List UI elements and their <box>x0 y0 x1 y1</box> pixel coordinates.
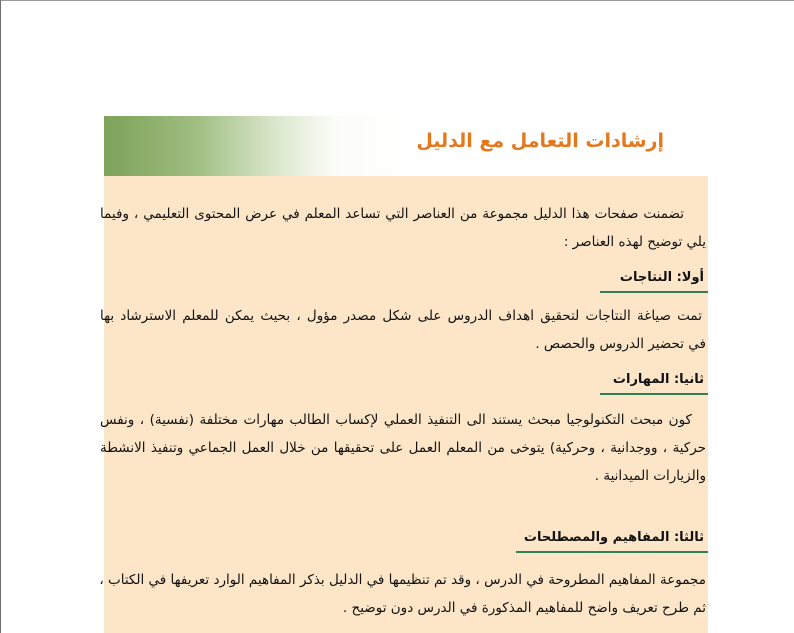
page-left-border <box>0 0 1 633</box>
outcomes-paragraph <box>100 302 706 358</box>
intro-paragraph <box>100 200 706 256</box>
outcomes-line: تمت صياغة النتاجات لتحقيق اهداف الدروس على شكل مصدر مؤول ، بحيث يمكن للمعلم الاسترشاد بها <box>100 308 702 324</box>
outcomes-line: في تحضير الدروس والحصص . <box>535 336 706 352</box>
intro-line: يلي توضيح لهذه العناصر : <box>563 234 706 250</box>
skills-line: والزيارات الميدانية . <box>594 468 706 484</box>
skills-paragraph <box>100 406 706 490</box>
section-heading-underline <box>600 291 708 293</box>
title-banner <box>104 116 708 176</box>
section-heading-underline <box>600 393 708 395</box>
page-top-border <box>0 0 794 1</box>
concepts-line: مجموعة المفاهيم المطروحة في الدرس ، وقد تم تنظيمها في الدليل بذكر المفاهيم الوارد تعريفها في الكتاب ، <box>99 572 706 588</box>
section-heading-skills: ثانيا: المهارات <box>612 372 704 387</box>
concepts-line: ثم طرح تعريف واضح للمفاهيم المذكورة في الدرس دون توضيح . <box>342 600 706 616</box>
intro-line: تضمنت صفحات هذا الدليل مجموعة من العناصر التي تساعد المعلم في عرض المحتوى التعليمي ، وفيما <box>100 206 684 222</box>
section-heading-concepts: ثالثا: المفاهيم والمصطلحات <box>523 530 704 545</box>
section-heading-underline <box>516 551 708 553</box>
section-heading-outcomes: أولا: النتاجات <box>619 270 704 285</box>
page-title: إرشادات التعامل مع الدليل <box>416 130 664 152</box>
skills-line: حركية ، ووجدانية ، وحركية) يتوخى من المعلم العمل على تحقيقها من خلال العمل الجماعي وتنفيذ الانشطة <box>100 440 706 456</box>
skills-line: كون مبحث التكنولوجيا مبحث يستند الى التنفيذ العملي لإكساب الطالب مهارات مختلفة (نفسية) ، ونفس <box>100 412 692 428</box>
concepts-paragraph <box>100 566 706 622</box>
